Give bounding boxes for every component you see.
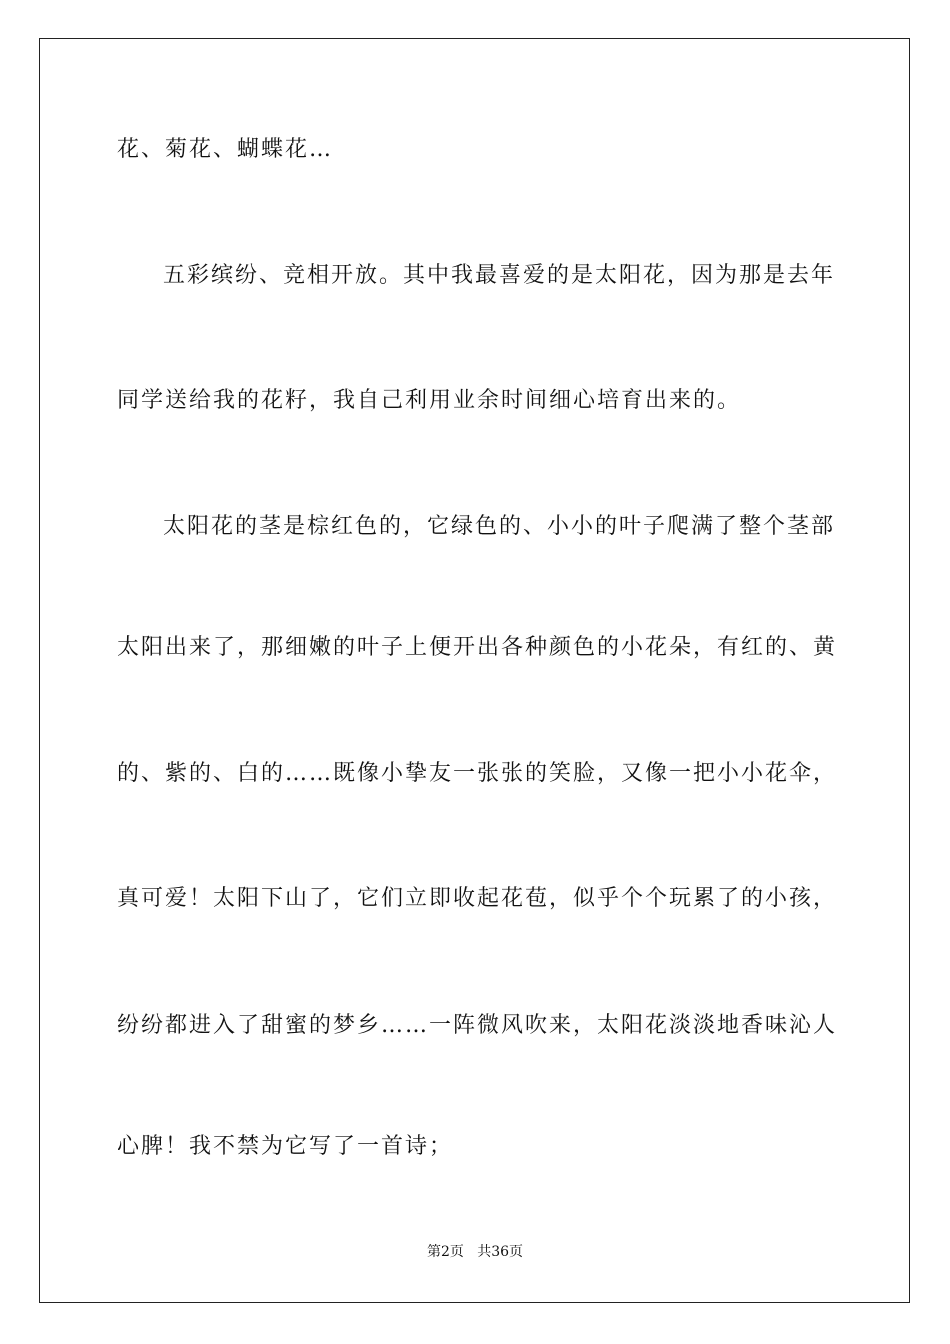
text-line-7: 真可爱！太阳下山了，它们立即收起花苞，似乎个个玩累了的小孩， xyxy=(117,886,838,911)
text-line-8: 纷纷都进入了甜蜜的梦乡……一阵微风吹来，太阳花淡淡地香味沁人 xyxy=(117,1013,838,1038)
page-number-footer: 第2页 共36页 xyxy=(426,1244,524,1260)
text-line-9: 心脾！我不禁为它写了一首诗； xyxy=(117,1134,454,1159)
text-line-2: 五彩缤纷、竞相开放。其中我最喜爱的是太阳花，因为那是去年 xyxy=(163,263,836,288)
text-line-5: 太阳出来了，那细嫩的叶子上便开出各种颜色的小花朵，有红的、黄 xyxy=(117,635,838,660)
page-border xyxy=(39,38,910,1303)
text-line-1: 花、菊花、蝴蝶花… xyxy=(117,137,334,162)
text-line-6: 的、紫的、白的……既像小挚友一张张的笑脸，又像一把小小花伞， xyxy=(117,761,838,786)
text-line-3: 同学送给我的花籽，我自己利用业余时间细心培育出来的。 xyxy=(117,388,742,413)
text-line-4: 太阳花的茎是棕红色的，它绿色的、小小的叶子爬满了整个茎部 xyxy=(163,514,836,539)
